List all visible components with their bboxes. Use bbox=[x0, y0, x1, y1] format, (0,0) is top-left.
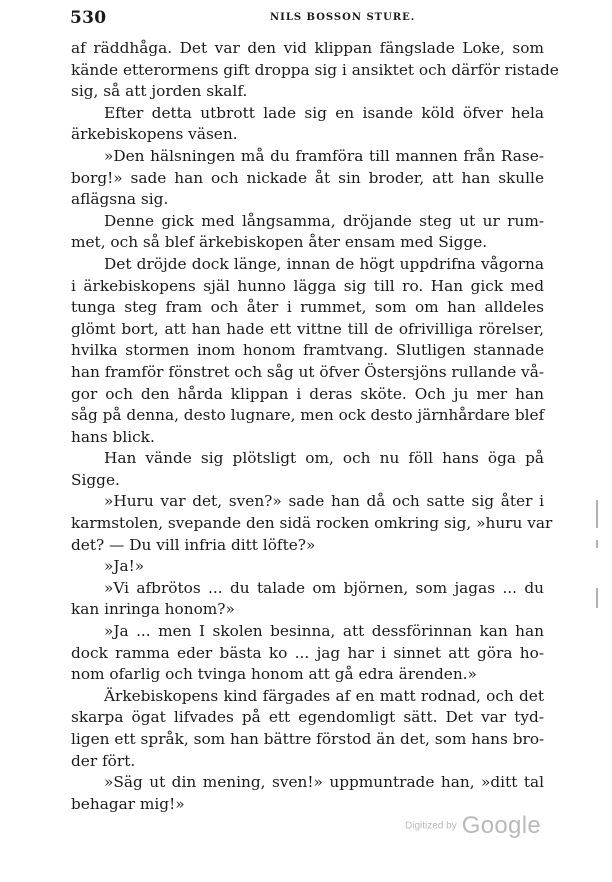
paragraph bbox=[71, 772, 544, 815]
text-line: han framför fönstret och såg ut öfver Östersjöns rullande vå- bbox=[71, 362, 544, 381]
paragraph bbox=[71, 38, 559, 103]
text-line: der fört. bbox=[71, 751, 136, 770]
text-line: »Ja ... men I skolen besinna, att dessförinnan kan han bbox=[104, 622, 544, 641]
text-line: »Den hälsningen må du framföra till mannen från Rase- bbox=[104, 146, 544, 165]
text-line: hans blick. bbox=[71, 427, 155, 446]
page-header bbox=[70, 8, 550, 28]
text-line: tunga steg fram och åter i rummet, som om han alldeles bbox=[71, 298, 544, 317]
paragraph bbox=[71, 556, 544, 578]
text-line: af räddhåga. Det var den vid klippan fängslade Loke, som bbox=[71, 39, 544, 57]
text-line: »Vi afbrötos ... du talade om björnen, som jagas ... du bbox=[104, 578, 544, 597]
text-line: aflägsna sig. bbox=[71, 190, 169, 209]
text-line: hvilka stormen inom honom framtvang. Slutligen stannade bbox=[71, 341, 544, 360]
text-line: karmstolen, svepande den sidä rocken omkring sig, »huru var bbox=[71, 514, 553, 533]
text-line: borg!» sade han och nickade åt sin broder, att han skulle bbox=[71, 168, 544, 187]
margin-mark bbox=[596, 540, 598, 548]
text-line: kände etterormens gift droppa sig i ansiktet och därför ristade bbox=[71, 60, 559, 79]
text-line: skarpa ögat lifvades på ett egendomligt sätt. Det var tyd- bbox=[71, 708, 544, 727]
text-line: glömt bort, att han hade ett vittne till de ofrivilliga rörelser, bbox=[71, 319, 544, 338]
text-line: Sigge. bbox=[71, 470, 120, 489]
text-line: Ärkebiskopens kind färgades af en matt rodnad, och det bbox=[104, 686, 544, 705]
paragraph bbox=[71, 146, 544, 211]
paragraph bbox=[71, 448, 544, 491]
paragraph bbox=[71, 254, 544, 448]
text-line: Han vände sig plötsligt om, och nu föll hans öga på bbox=[104, 449, 544, 468]
text-line: det? — Du vill infria ditt löfte?» bbox=[71, 535, 316, 554]
google-logo: Google bbox=[461, 812, 541, 839]
text-line: »Huru var det, sven?» sade han då och satte sig åter i bbox=[104, 492, 544, 511]
text-line: sig, så att jorden skalf. bbox=[71, 82, 248, 101]
text-line: i ärkebiskopens själ hunno lägga sig till ro. Han gick med bbox=[71, 276, 544, 295]
text-line: ärkebiskopens väsen. bbox=[71, 125, 238, 144]
paragraph bbox=[71, 621, 544, 686]
text-line: Efter detta utbrott lade sig en isande köld öfver hela bbox=[104, 103, 544, 122]
text-line: Denne gick med långsamma, dröjande steg ut ur rum- bbox=[104, 211, 544, 230]
text-line: »Ja!» bbox=[104, 557, 145, 576]
paragraph bbox=[71, 686, 544, 772]
margin-mark bbox=[596, 500, 598, 528]
running-head: NILS BOSSON STURE. bbox=[270, 12, 416, 23]
text-line: nom ofarlig och tvinga honom att gå edra ärenden.» bbox=[71, 665, 477, 684]
watermark-prefix: Digitized by bbox=[405, 820, 457, 832]
text-line: met, och så blef ärkebiskopen åter ensam med Sigge. bbox=[71, 233, 488, 252]
paragraph bbox=[71, 211, 544, 254]
text-line: dock ramma eder bästa ko ... jag har i sinnet att göra ho- bbox=[71, 643, 544, 662]
text-line: behagar mig!» bbox=[71, 794, 185, 813]
text-line: gor och den hårda klippan i deras sköte. Och ju mer han bbox=[71, 384, 544, 403]
text-line: ligen ett språk, som han bättre förstod än det, som hans bro- bbox=[71, 730, 545, 748]
page-number: 530 bbox=[70, 8, 107, 28]
text-line: Det dröjde dock länge, innan de högt uppdrifna vågorna bbox=[104, 254, 544, 273]
text-line: »Säg ut din mening, sven!» uppmuntrade han, »ditt tal bbox=[104, 773, 544, 792]
paragraph bbox=[71, 103, 544, 146]
paragraph bbox=[71, 578, 544, 621]
google-watermark bbox=[405, 812, 541, 842]
margin-mark bbox=[596, 588, 598, 608]
paragraph bbox=[71, 491, 553, 556]
body-text bbox=[71, 38, 559, 815]
text-line: såg på denna, desto lugnare, men ock desto järnhårdare blef bbox=[71, 406, 545, 425]
text-line: kan inringa honom?» bbox=[71, 600, 235, 619]
